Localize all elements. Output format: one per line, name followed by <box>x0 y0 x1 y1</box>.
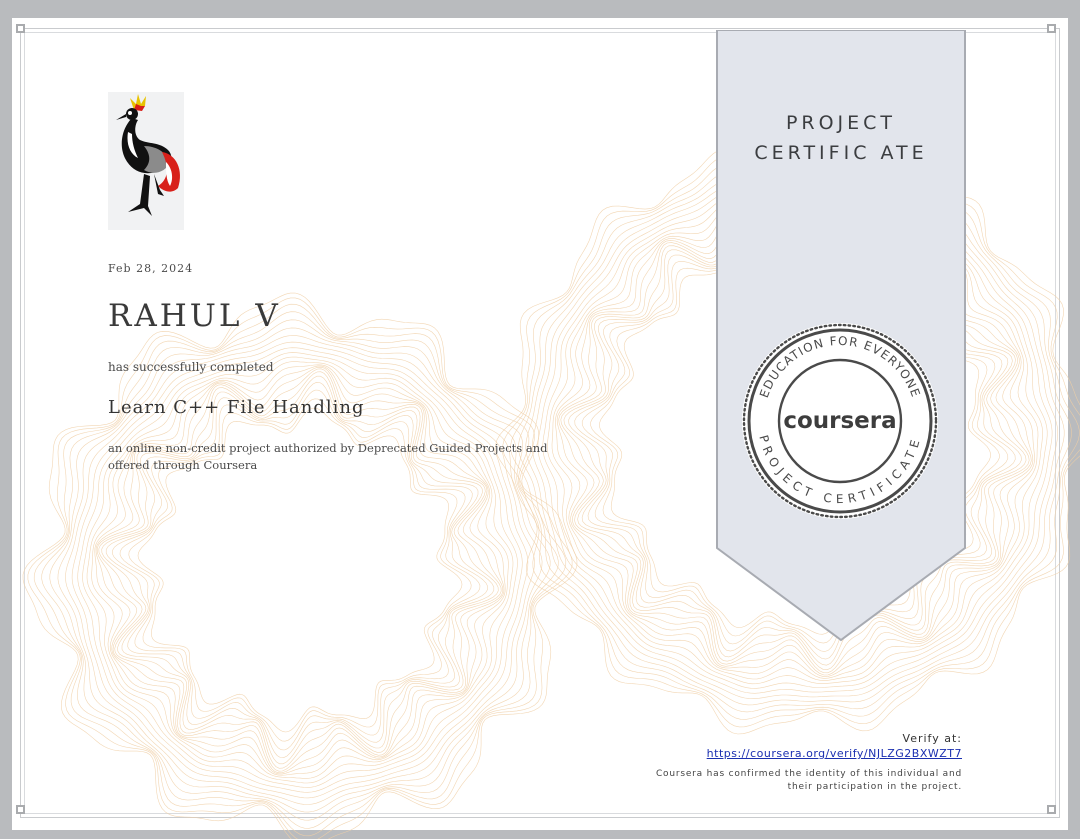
ribbon-title-line1: PROJECT <box>785 112 897 134</box>
completed-statement: has successfully completed <box>108 360 274 374</box>
verify-note: Coursera has confirmed the identity of this individual and their participation in the project. <box>655 769 962 792</box>
crested-crane-logo <box>108 92 184 230</box>
ribbon-title-line2: CERTIFIC ATE <box>754 142 928 164</box>
seal-top-text: EDUCATION FOR EVERYONE <box>756 333 924 400</box>
crane-icon <box>108 92 184 230</box>
seal-brand: coursera <box>783 408 897 434</box>
verify-link[interactable]: https://coursera.org/verify/NJLZG2BXWZT7 <box>706 747 962 760</box>
seal-bottom-text: PROJECT CERTIFICATE <box>756 433 924 507</box>
course-title: Learn C++ File Handling <box>108 397 365 418</box>
verify-label: Verify at: <box>902 732 962 745</box>
coursera-seal <box>740 321 940 521</box>
issue-date: Feb 28, 2024 <box>108 262 194 275</box>
recipient-name: RAHUL V <box>108 298 281 334</box>
verification-block <box>642 732 962 794</box>
course-description: an online non-credit project authorized by Deprecated Guided Projects and offered through Coursera <box>108 441 548 472</box>
guilloche-rosette <box>23 293 577 839</box>
